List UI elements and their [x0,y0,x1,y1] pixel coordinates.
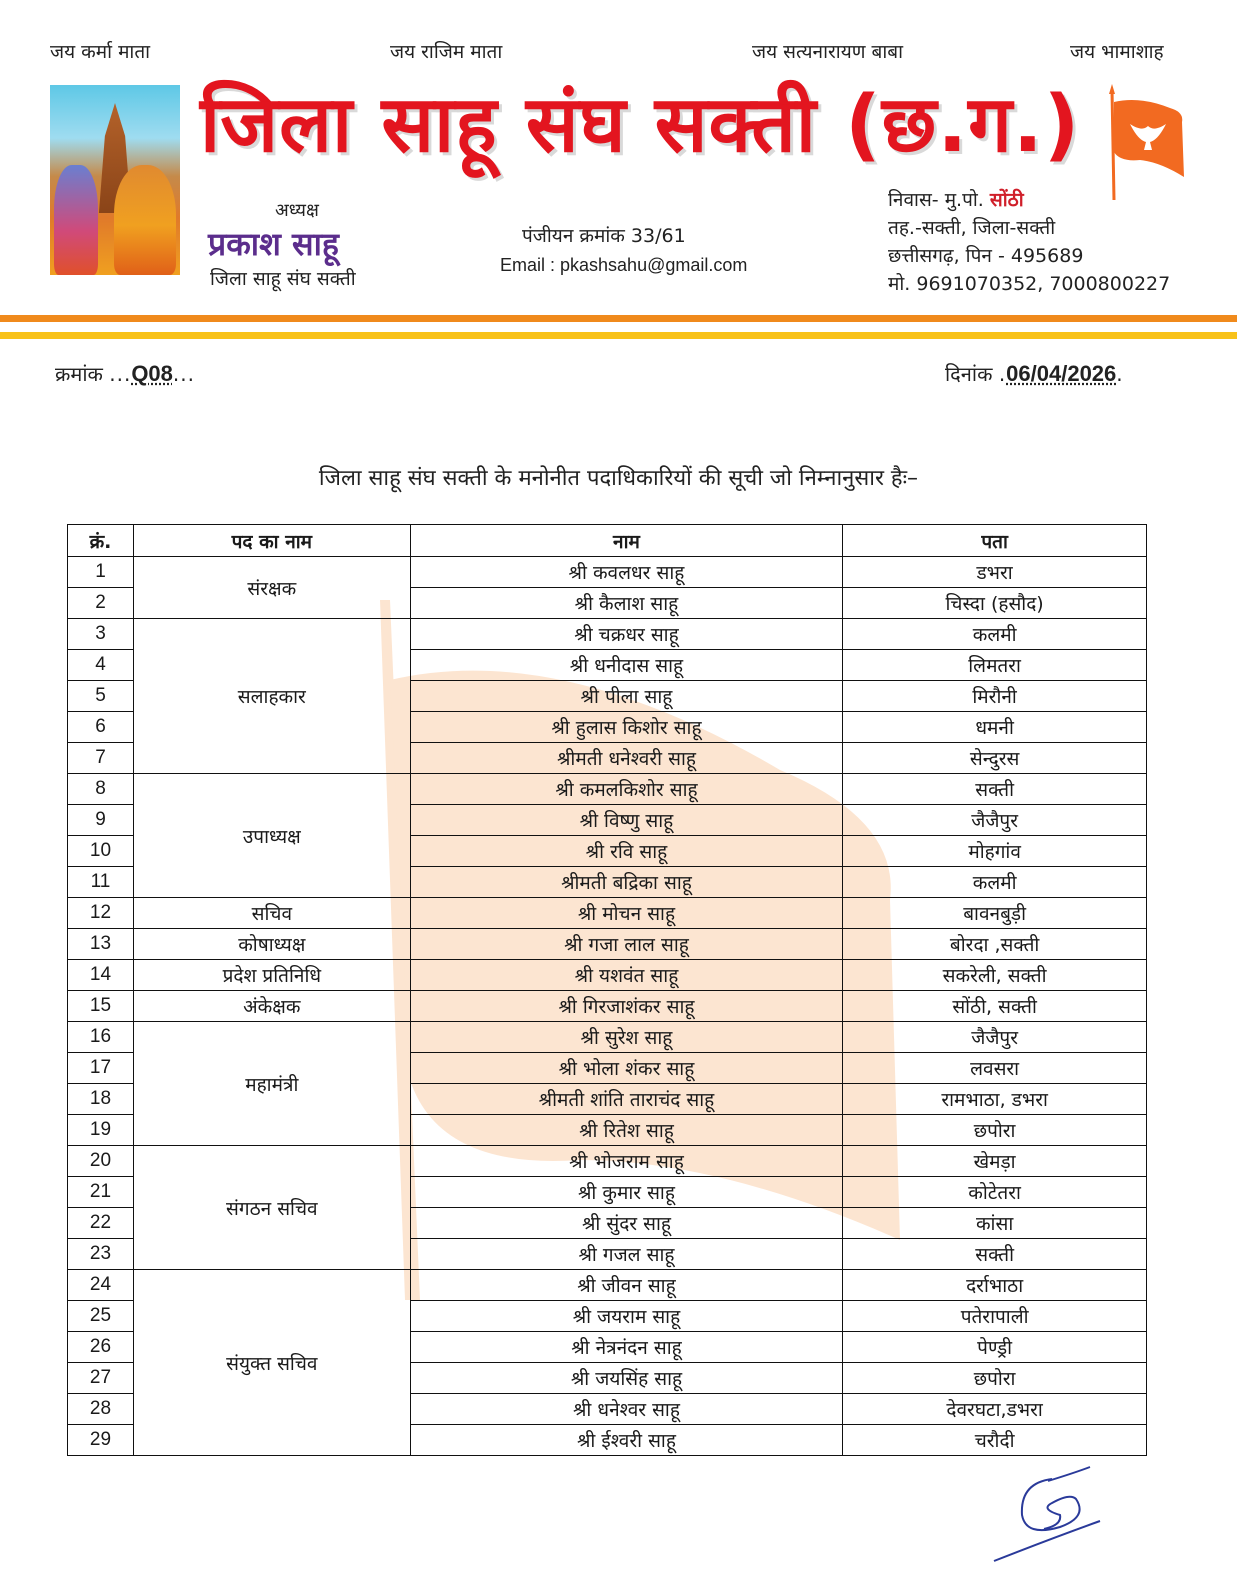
serial-cell: 5 [68,681,134,712]
address-cell: मिरौनी [843,681,1147,712]
address-cell: खेमड़ा [843,1146,1147,1177]
address-cell: जैजैपुर [843,805,1147,836]
name-cell: श्री कमलकिशोर साहू [410,774,843,805]
name-cell: श्री सुरेश साहू [410,1022,843,1053]
address-phone: मो. 9691070352, 7000800227 [888,273,1171,295]
greeting-bhamashah: जय भामाशाह [1070,41,1164,63]
reference-number [55,360,195,387]
post-cell: उपाध्यक्ष [133,774,410,898]
table-header-row [68,525,1147,557]
address-line-1 [888,186,1170,214]
figure-right-illustration [114,165,176,275]
serial-cell: 17 [68,1053,134,1084]
reference-number-label: क्रमांक [55,362,103,386]
header-post: पद का नाम [133,525,410,557]
post-cell: सचिव [133,898,410,929]
address-cell: जैजैपुर [843,1022,1147,1053]
table-row [68,929,1147,960]
post-cell: सलाहकार [133,619,410,774]
signature-mark [990,1465,1110,1565]
address-cell: मोहगांव [843,836,1147,867]
serial-cell: 4 [68,650,134,681]
name-cell: श्री कुमार साहू [410,1177,843,1208]
table-row [68,774,1147,805]
name-cell: श्री यशवंत साहू [410,960,843,991]
serial-cell: 28 [68,1394,134,1425]
president-name: प्रकाश साहू [208,225,339,263]
serial-cell: 8 [68,774,134,805]
address-cell: धमनी [843,712,1147,743]
serial-cell: 13 [68,929,134,960]
name-cell: श्री सुंदर साहू [410,1208,843,1239]
serial-cell: 23 [68,1239,134,1270]
header-name: नाम [410,525,843,557]
table-row [68,991,1147,1022]
post-cell: प्रदेश प्रतिनिधि [133,960,410,991]
name-cell: श्री रवि साहू [410,836,843,867]
serial-cell: 11 [68,867,134,898]
name-cell: श्री गजा लाल साहू [410,929,843,960]
registration-number: पंजीयन क्रमांक 33/61 [522,225,686,247]
address-cell: चिस्दा (हसौद) [843,588,1147,619]
letterhead-title: जिला साहू संघ सक्ती (छ.ग.) [200,80,1081,170]
name-cell: श्री मोचन साहू [410,898,843,929]
serial-cell: 19 [68,1115,134,1146]
deity-image [50,85,180,275]
president-label: अध्यक्ष [275,200,319,221]
post-cell: संगठन सचिव [133,1146,410,1270]
serial-cell: 7 [68,743,134,774]
name-cell: श्री विष्णु साहू [410,805,843,836]
name-cell: श्री पीला साहू [410,681,843,712]
serial-cell: 21 [68,1177,134,1208]
post-cell: अंकेक्षक [133,991,410,1022]
serial-cell: 16 [68,1022,134,1053]
address-cell: डभरा [843,557,1147,588]
serial-cell: 3 [68,619,134,650]
reference-date-value: 06/04/2026 [1006,361,1117,386]
address-cell: सकरेली, सक्ती [843,960,1147,991]
president-organization: जिला साहू संघ सक्ती [210,268,356,290]
name-cell: श्री जीवन साहू [410,1270,843,1301]
name-cell: श्री चक्रधर साहू [410,619,843,650]
date-dots-trailing: . [1116,362,1124,386]
address-cell: छपोरा [843,1363,1147,1394]
office-bearers-table [67,524,1147,1456]
saffron-flag-icon [1100,82,1190,202]
address-cell: सोंठी, सक्ती [843,991,1147,1022]
name-cell: श्री हुलास किशोर साहू [410,712,843,743]
post-cell: महामंत्री [133,1022,410,1146]
name-cell: श्री भोजराम साहू [410,1146,843,1177]
table-row [68,898,1147,929]
name-cell: श्री कवलधर साहू [410,557,843,588]
name-cell: श्री गिरजाशंकर साहू [410,991,843,1022]
greeting-rajim-mata: जय राजिम माता [390,41,503,63]
intro-text: जिला साहू संघ सक्ती के मनोनीत पदाधिकारियों की सूची जो निम्नानुसार हैः– [318,466,919,491]
name-cell: श्रीमती धनेश्वरी साहू [410,743,843,774]
name-cell: श्री रितेश साहू [410,1115,843,1146]
address-cell: लिमतरा [843,650,1147,681]
address-cell: देवरघटा,डभरा [843,1394,1147,1425]
header-rule-yellow [0,332,1237,339]
address-cell: सेन्दुरस [843,743,1147,774]
greeting-satyanarayan-baba: जय सत्यनारायण बाबा [752,41,904,63]
address-cell: कांसा [843,1208,1147,1239]
table-row [68,557,1147,588]
serial-cell: 12 [68,898,134,929]
address-cell: बावनबुड़ी [843,898,1147,929]
address-cell: पेण्ड्री [843,1332,1147,1363]
serial-cell: 25 [68,1301,134,1332]
post-cell: कोषाध्यक्ष [133,929,410,960]
name-cell: श्रीमती शांति ताराचंद साहू [410,1084,843,1115]
serial-cell: 10 [68,836,134,867]
serial-cell: 15 [68,991,134,1022]
table-row [68,1022,1147,1053]
reference-dots-trailing: ... [172,362,195,386]
name-cell: श्री जयसिंह साहू [410,1363,843,1394]
table-row [68,960,1147,991]
address-cell: बोरदा ,सक्ती [843,929,1147,960]
reference-dots: ... [109,362,132,386]
name-cell: श्री गजल साहू [410,1239,843,1270]
post-cell: संयुक्त सचिव [133,1270,410,1456]
figure-left-illustration [54,165,98,275]
address-cell: दर्राभाठा [843,1270,1147,1301]
address-line-2: तह.-सक्ती, जिला-सक्ती [888,217,1056,239]
address-cell: छपोरा [843,1115,1147,1146]
name-cell: श्री नेत्रनंदन साहू [410,1332,843,1363]
name-cell: श्री धनीदास साहू [410,650,843,681]
address-cell: लवसरा [843,1053,1147,1084]
serial-cell: 27 [68,1363,134,1394]
post-cell: संरक्षक [133,557,410,619]
header-address: पता [843,525,1147,557]
name-cell: श्री कैलाश साहू [410,588,843,619]
serial-cell: 20 [68,1146,134,1177]
serial-cell: 24 [68,1270,134,1301]
date-dots: . [998,362,1007,386]
address-cell: कलमी [843,619,1147,650]
serial-cell: 1 [68,557,134,588]
name-cell: श्री धनेश्वर साहू [410,1394,843,1425]
table-row [68,619,1147,650]
address-cell: चरौदी [843,1425,1147,1456]
greeting-karma-mata: जय कर्मा माता [50,41,151,63]
address-line-3: छत्तीसगढ़, पिन - 495689 [888,245,1084,267]
reference-number-value: Q08 [131,361,173,386]
reference-date-label: दिनांक [945,362,993,386]
email-address[interactable]: Email : pkashsahu@gmail.com [500,255,748,275]
address-village: सोंठी [989,189,1024,211]
name-cell: श्री ईश्वरी साहू [410,1425,843,1456]
reference-date [945,360,1124,387]
name-cell: श्री भोला शंकर साहू [410,1053,843,1084]
name-cell: श्री जयराम साहू [410,1301,843,1332]
serial-cell: 22 [68,1208,134,1239]
address-cell: सक्ती [843,774,1147,805]
address-line-1-prefix: निवास- मु.पो. [888,189,984,211]
serial-cell: 29 [68,1425,134,1456]
address-cell: कलमी [843,867,1147,898]
serial-cell: 9 [68,805,134,836]
table-body [68,557,1147,1456]
address-cell: सक्ती [843,1239,1147,1270]
table-row [68,1270,1147,1301]
header-rule-orange [0,315,1237,322]
address-cell: रामभाठा, डभरा [843,1084,1147,1115]
name-cell: श्रीमती बद्रिका साहू [410,867,843,898]
serial-cell: 26 [68,1332,134,1363]
address-cell: पतेरापाली [843,1301,1147,1332]
address-cell: कोटेतरा [843,1177,1147,1208]
header-serial: क्रं. [68,525,134,557]
serial-cell: 2 [68,588,134,619]
address-block [888,186,1170,298]
serial-cell: 6 [68,712,134,743]
serial-cell: 18 [68,1084,134,1115]
serial-cell: 14 [68,960,134,991]
table-row [68,1146,1147,1177]
